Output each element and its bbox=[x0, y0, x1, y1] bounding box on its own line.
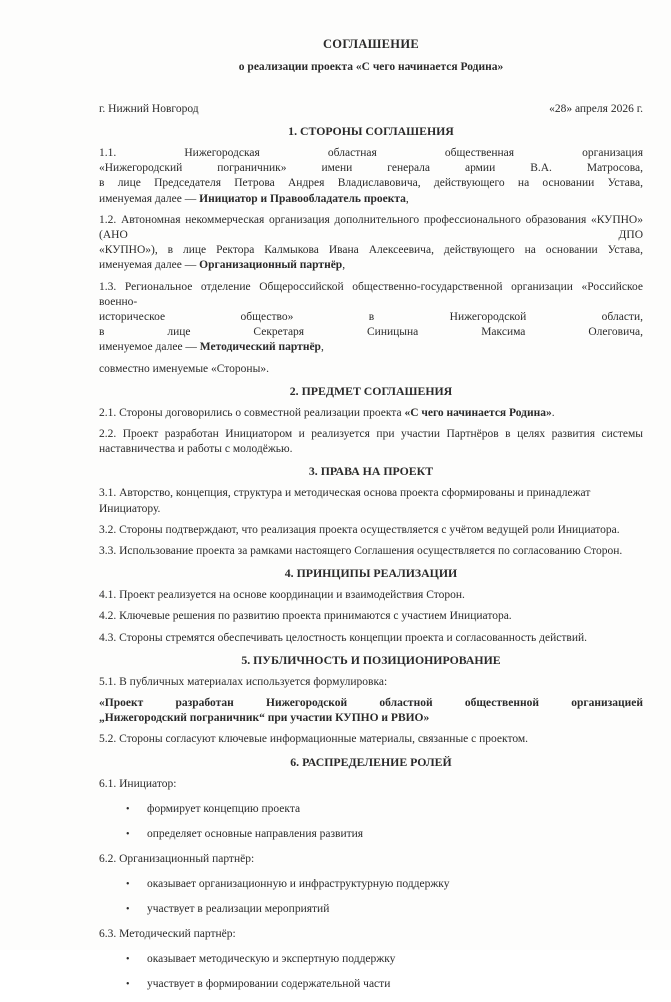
clause-1-1-line4-text: именуемая далее — bbox=[99, 192, 200, 205]
section-6-heading: 6. РАСПРЕДЕЛЕНИЕ РОЛЕЙ bbox=[290, 754, 452, 769]
section-4-heading: 4. ПРИНЦИПЫ РЕАЛИЗАЦИИ bbox=[284, 566, 458, 581]
clause-1-3-line4 bbox=[99, 340, 643, 355]
list-item bbox=[99, 977, 643, 992]
clause-4-3: 4.3. Стороны стремятся обеспечивать целостность концепции проекта и согласованность действий. bbox=[99, 631, 588, 644]
list-item bbox=[99, 877, 643, 892]
clause-1-1-defined-term: Инициатор и Правообладатель проекта bbox=[199, 192, 406, 205]
role-6-2-label: 6.2. Организационный партнёр: bbox=[99, 852, 255, 865]
clause-5-1: 5.1. В публичных материалах используется формулировка: bbox=[99, 675, 388, 688]
list-item bbox=[99, 952, 643, 967]
clause-2-1-tail: . bbox=[551, 406, 555, 419]
clause-1-3-line4-tail: , bbox=[320, 341, 324, 354]
role-6-3-label: 6.3. Методический партнёр: bbox=[99, 928, 236, 941]
parties-joint-clause: совместно именуемые «Стороны». bbox=[99, 362, 269, 375]
clause-1-2-line3-text: именуемая далее — bbox=[99, 259, 200, 272]
clause-5-2: 5.2. Стороны согласуют ключевые информационные материалы, связанные с проектом. bbox=[99, 733, 529, 746]
section-2-heading: 2. ПРЕДМЕТ СОГЛАШЕНИЯ bbox=[289, 383, 453, 398]
clause-3-2: 3.2. Стороны подтверждают, что реализация проекта осуществляется с учётом ведущей роли Инициатора. bbox=[99, 523, 620, 536]
clause-1-1-line1: 1.1. Нижегородская областная общественная организация bbox=[99, 147, 643, 159]
clause-1-2-line1: 1.2. Автономная некоммерческая организация дополнительного профессионального образования «КУПНО» (АНО ДПО bbox=[99, 213, 643, 242]
section-1-heading: 1. СТОРОНЫ СОГЛАШЕНИЯ bbox=[288, 124, 454, 138]
clause-1-2-line3-tail: , bbox=[342, 259, 346, 272]
document-date: «28» апреля 2026 г. bbox=[549, 103, 643, 115]
list-item-text: формирует концепцию проекта bbox=[147, 802, 301, 815]
document-place: г. Нижний Новгород bbox=[99, 103, 199, 115]
document-title: СОГЛАШЕНИЕ bbox=[322, 37, 419, 51]
document-subtitle: о реализации проекта «С чего начинается Родина» bbox=[238, 61, 504, 73]
place-date-row bbox=[99, 102, 643, 117]
list-item bbox=[99, 802, 643, 817]
bullet-icon: • bbox=[126, 954, 130, 966]
clause-1-3 bbox=[99, 280, 643, 356]
clause-1-3-line3: в лице Секретаря Синицына Максима Олеговича, bbox=[99, 326, 643, 339]
clause-1-1-line2: «Нижегородский пограничник» имени генерала армии В.А. Матросова, bbox=[99, 162, 643, 175]
clause-4-1: 4.1. Проект реализуется на основе координации и взаимодействия Сторон. bbox=[99, 589, 465, 602]
bullet-icon: • bbox=[126, 979, 130, 991]
list-item bbox=[99, 902, 643, 917]
clause-1-3-line1: 1.3. Региональное отделение Общероссийской общественно-государственной организации «Российское военно- bbox=[99, 280, 643, 308]
clause-1-2-line3 bbox=[99, 258, 643, 273]
list-item-text: оказывает организационную и инфраструктурную поддержку bbox=[147, 878, 450, 891]
clause-1-3-line2: историческое общество» в Нижегородской области, bbox=[99, 311, 643, 324]
clause-1-2 bbox=[99, 213, 643, 274]
clause-4-2: 4.2. Ключевые решения по развитию проекта принимаются с участием Инициатора. bbox=[99, 610, 512, 623]
clause-1-3-defined-term: Методический партнёр bbox=[199, 341, 321, 354]
role-6-1-label: 6.1. Инициатор: bbox=[99, 777, 177, 790]
bullet-icon: • bbox=[126, 803, 130, 815]
list-item bbox=[99, 827, 643, 842]
document-content bbox=[99, 36, 643, 1002]
section-5-heading: 5. ПУБЛИЧНОСТЬ И ПОЗИЦИОНИРОВАНИЕ bbox=[241, 652, 501, 667]
project-name: «С чего начинается Родина» bbox=[404, 406, 552, 419]
public-wording-quote bbox=[99, 696, 643, 726]
clause-3-1: 3.1. Авторство, концепция, структура и методическая основа проекта сформированы и принадлежат Инициатору. bbox=[99, 487, 591, 515]
clause-1-1-line4-tail: , bbox=[405, 192, 409, 205]
list-item-text: определяет основные направления развития bbox=[147, 827, 364, 840]
list-item-text: участвует в формировании содержательной части bbox=[147, 978, 391, 991]
list-item-text: оказывает методическую и экспертную поддержку bbox=[147, 953, 396, 966]
bullet-icon: • bbox=[126, 879, 130, 891]
clause-1-3-line4-text: именуемое далее — bbox=[99, 341, 200, 354]
clause-2-1 bbox=[99, 406, 643, 421]
bullet-icon: • bbox=[126, 904, 130, 916]
clause-2-1-text: 2.1. Стороны договорились о совместной реализации проекта bbox=[99, 406, 405, 419]
list-item-text: участвует в реализации мероприятий bbox=[147, 903, 330, 916]
section-3-heading: 3. ПРАВА НА ПРОЕКТ bbox=[308, 464, 434, 479]
clause-1-2-line2: «КУПНО»), в лице Ректора Калмыкова Ивана Алексеевича, действующего на основании Устава, bbox=[99, 244, 643, 257]
clause-1-2-defined-term: Организационный партнёр bbox=[199, 259, 343, 272]
clause-2-2: 2.2. Проект разработан Инициатором и реализуется при участии Партнёров в целях развития системы наставничества и работы с молодёжью. bbox=[99, 428, 643, 456]
clause-1-1-line4 bbox=[99, 192, 643, 207]
clause-3-3: 3.3. Использование проекта за рамками настоящего Соглашения осуществляется по согласованию Сторон. bbox=[99, 545, 623, 558]
public-wording-line1: «Проект разработан Нижегородской областной общественной организацией bbox=[99, 697, 643, 710]
bullet-icon: • bbox=[126, 828, 130, 840]
clause-1-1 bbox=[99, 146, 643, 207]
clause-1-1-line3: в лице Председателя Петрова Андрея Владиславовича, действующего на основании Устава, bbox=[99, 177, 643, 190]
public-wording-line2: „Нижегородский пограничник“ при участии КУПНО и РВИО» bbox=[99, 712, 430, 725]
